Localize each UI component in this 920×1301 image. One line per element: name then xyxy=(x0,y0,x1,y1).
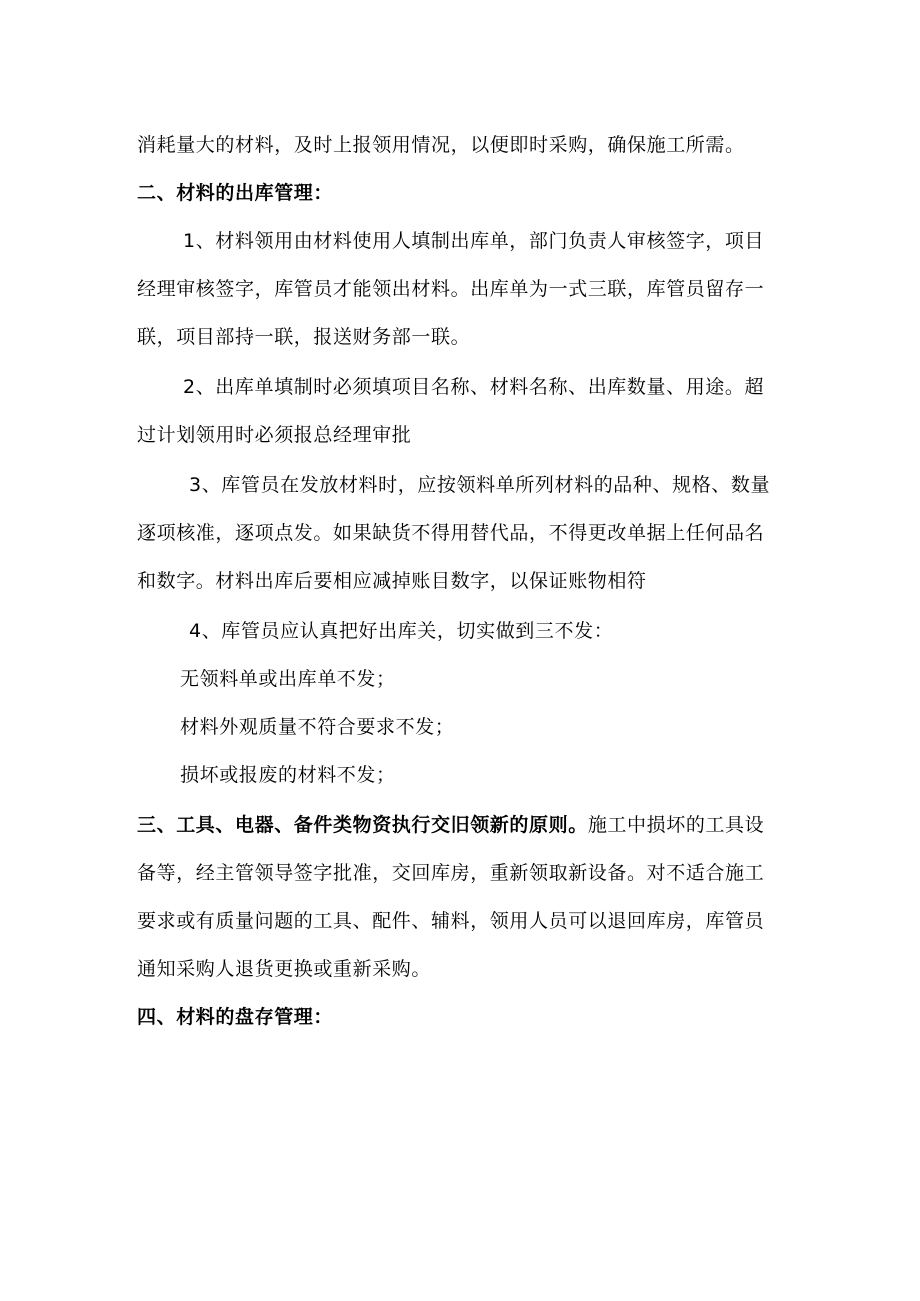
rule-no-requisition: 无领料单或出库单不发； xyxy=(180,668,396,690)
item-3-line-3: 和数字。材料出库后要相应减掉账目数字，以保证账物相符 xyxy=(137,570,647,592)
section-heading-inventory: 四、材料的盘存管理： xyxy=(137,1006,334,1028)
rule-quality-nonconforming: 材料外观质量不符合要求不发； xyxy=(180,716,455,738)
rule-damaged-scrapped: 损坏或报废的材料不发； xyxy=(180,764,396,786)
item-2-line-1: 2、出库单填制时必须填项目名称、材料名称、出库数量、用途。超 xyxy=(183,376,765,398)
section-tools-line-3: 要求或有质量问题的工具、配件、辅料，领用人员可以退回库房，库管员 xyxy=(137,910,765,932)
item-3-line-1: 3、库管员在发放材料时，应按领料单所列材料的品种、规格、数量 xyxy=(189,474,771,496)
section-heading-tools-line-1 xyxy=(137,812,764,838)
item-3-line-2: 逐项核准，逐项点发。如果缺货不得用替代品，不得更改单据上任何品名 xyxy=(137,522,765,544)
paragraph-continuation-line: 消耗量大的材料，及时上报领用情况，以便即时采购，确保施工所需。 xyxy=(137,134,745,156)
item-4-line-1: 4、库管员应认真把好出库关，切实做到三不发： xyxy=(189,620,614,642)
section-tools-line-4: 通知采购人退货更换或重新采购。 xyxy=(137,958,432,980)
section-heading-tools: 三、工具、电器、备件类物资执行交旧领新的原则。 xyxy=(137,814,588,836)
section-tools-line-2: 备等，经主管领导签字批准，交回库房，重新领取新设备。对不适合施工 xyxy=(137,862,765,884)
section-heading-outbound: 二、材料的出库管理： xyxy=(137,182,334,204)
item-1-line-2: 经理审核签字，库管员才能领出材料。出库单为一式三联，库管员留存一 xyxy=(137,278,765,300)
item-1-line-3: 联，项目部持一联，报送财务部一联。 xyxy=(137,326,471,348)
item-1-line-1: 1、材料领用由材料使用人填制出库单，部门负责人审核签字，项目 xyxy=(183,230,765,252)
item-2-line-2: 过计划领用时必须报总经理审批 xyxy=(137,424,412,446)
section-tools-text-start: 施工中损坏的工具设 xyxy=(587,814,765,836)
